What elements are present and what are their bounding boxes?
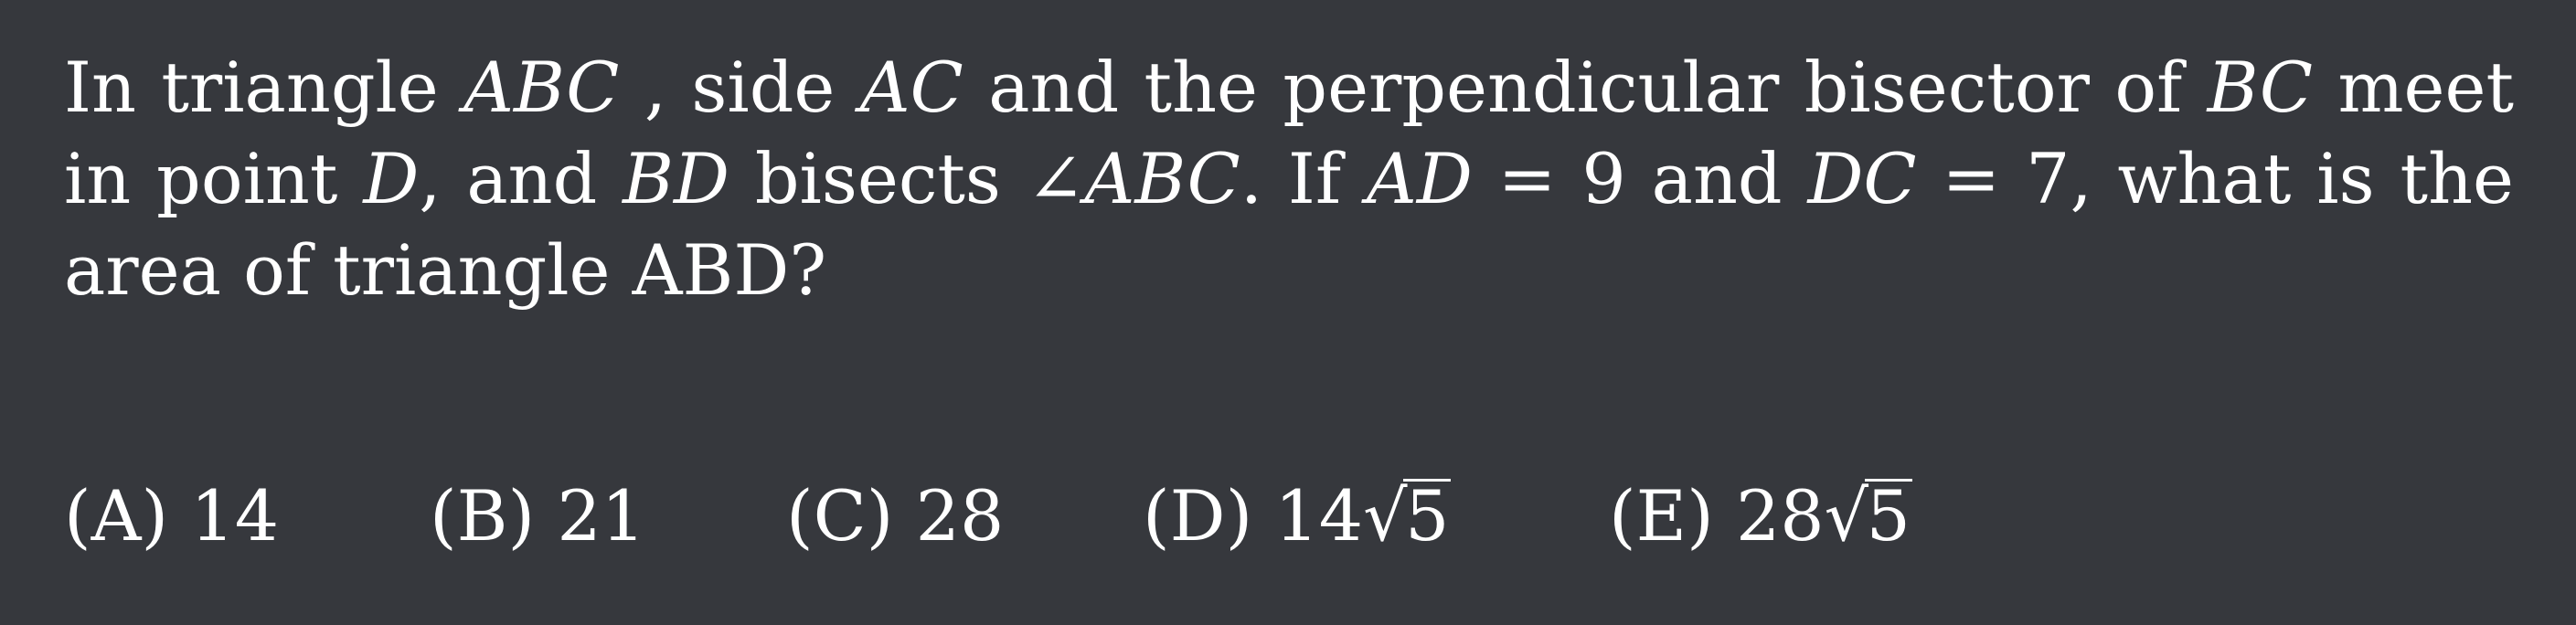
square-root (1825, 466, 1912, 567)
square-root-sign: √ (1363, 475, 1408, 556)
problem-text: meet in point (64, 47, 2537, 219)
square-root (1363, 466, 1451, 567)
choice-d-value: 14 (1274, 475, 1364, 556)
math-expression: AC (859, 47, 963, 128)
problem-text: In triangle (64, 47, 464, 128)
problem-text: . If (1240, 138, 1367, 219)
math-expression: DC (1807, 138, 1917, 219)
problem-text: bisects (729, 138, 1027, 219)
square-root-sign: √ (1824, 475, 1869, 556)
choice-e-value: 28 (1735, 475, 1825, 556)
choice-d (1143, 466, 1451, 567)
problem-statement (64, 42, 2537, 316)
choice-e-radicand: 5 (1866, 475, 1911, 556)
choice-d-label: (D) (1143, 475, 1275, 556)
choice-b-label: (B) (430, 475, 558, 556)
problem-text: = 9 and (1472, 138, 1808, 219)
choice-a (64, 466, 279, 567)
math-expression: D (363, 138, 420, 219)
choice-c (786, 466, 1004, 567)
choice-b-value: 21 (557, 475, 646, 556)
choice-c-value: 28 (915, 475, 1005, 556)
problem-text: , and (419, 138, 623, 219)
choice-e (1609, 466, 1912, 567)
choice-a-value: 14 (190, 475, 280, 556)
problem-text: , side (619, 47, 860, 128)
problem-text: = 7, what is the area of triangle ABD? (64, 138, 2537, 311)
answer-choices (64, 466, 2532, 567)
choice-e-label: (E) (1609, 475, 1736, 556)
math-expression: AD (1367, 138, 1473, 219)
choice-d-radicand: 5 (1405, 475, 1450, 556)
math-expression: BC (2207, 47, 2314, 128)
choice-a-label: (A) (64, 475, 191, 556)
problem-text: and the perpendicular bisector of (963, 47, 2208, 128)
math-expression: BD (623, 138, 729, 219)
math-expression: ∠ABC (1026, 138, 1240, 219)
choice-c-label: (C) (786, 475, 916, 556)
choice-b (430, 466, 645, 567)
math-expression: ABC (463, 47, 620, 128)
